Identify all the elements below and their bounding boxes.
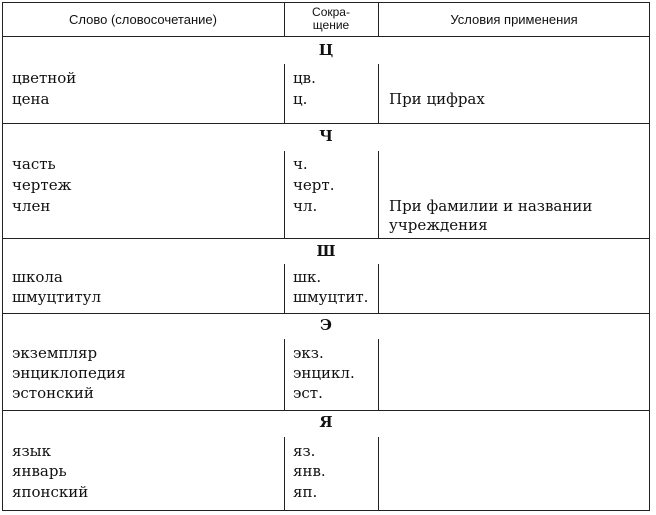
column-divider [284, 264, 285, 313]
table-cell-abbr: черт. [293, 176, 335, 194]
table-cell-abbr: ч. [293, 155, 308, 173]
table-cell-word: член [12, 197, 51, 215]
section-letter-ch: Ч [319, 127, 333, 145]
table-cell-condition [389, 197, 639, 235]
section-letter-ya: Я [319, 413, 333, 431]
column-divider [378, 339, 379, 410]
row-divider [2, 238, 650, 239]
section-letter-ts: Ц [318, 41, 334, 59]
column-divider [378, 264, 379, 313]
column-divider [378, 437, 379, 511]
column-divider [378, 64, 379, 123]
table-cell-word: японский [12, 483, 89, 501]
table-cell-abbr: яз. [293, 442, 316, 460]
column-divider [378, 151, 379, 238]
section-letter-sh: Ш [316, 242, 336, 260]
column-divider [284, 2, 285, 36]
table-cell-word: шмуцтитул [12, 288, 102, 306]
table-cell-word: цветной [12, 69, 77, 87]
column-header-word: Слово (словосочетание) [69, 11, 217, 27]
table-cell-abbr: эст. [293, 384, 323, 402]
column-header-abbr-line1: Сокра- [312, 5, 350, 19]
column-divider [284, 339, 285, 410]
condition-line: учреждения [389, 216, 488, 234]
column-header-abbr-line2: щение [312, 18, 350, 32]
table-cell-abbr: яп. [293, 483, 318, 501]
table-cell-abbr: ц. [293, 90, 308, 108]
table-cell-word: цена [12, 90, 50, 108]
table-cell-abbr: янв. [293, 462, 326, 480]
row-divider [2, 36, 650, 37]
table-cell-word: эстонский [12, 384, 94, 402]
column-divider [284, 437, 285, 511]
table-cell-condition: При цифрах [389, 90, 485, 108]
table-cell-abbr: чл. [293, 197, 318, 215]
column-divider [284, 64, 285, 123]
table-cell-word: январь [12, 462, 67, 480]
column-header-conditions: Условия применения [450, 11, 578, 27]
condition-line: При фамилии и названии [389, 197, 593, 215]
section-letter-e: Э [320, 316, 332, 334]
table-cell-abbr: шк. [293, 268, 322, 286]
column-header-abbr [284, 2, 378, 36]
table-cell-abbr: экз. [293, 344, 324, 362]
column-divider [284, 151, 285, 238]
row-divider [2, 313, 650, 314]
table-cell-word: школа [12, 268, 63, 286]
row-divider [2, 410, 650, 411]
row-divider [2, 123, 650, 124]
table-cell-abbr: энцикл. [293, 364, 355, 382]
table-cell-abbr: шмуцтит. [293, 288, 369, 306]
table-cell-abbr: цв. [293, 69, 316, 87]
table-cell-word: энциклопедия [12, 364, 126, 382]
table-cell-word: чертеж [12, 176, 72, 194]
column-divider [378, 2, 379, 36]
table-cell-word: экземпляр [12, 344, 98, 362]
table-cell-word: часть [12, 155, 56, 173]
table-cell-word: язык [12, 442, 51, 460]
